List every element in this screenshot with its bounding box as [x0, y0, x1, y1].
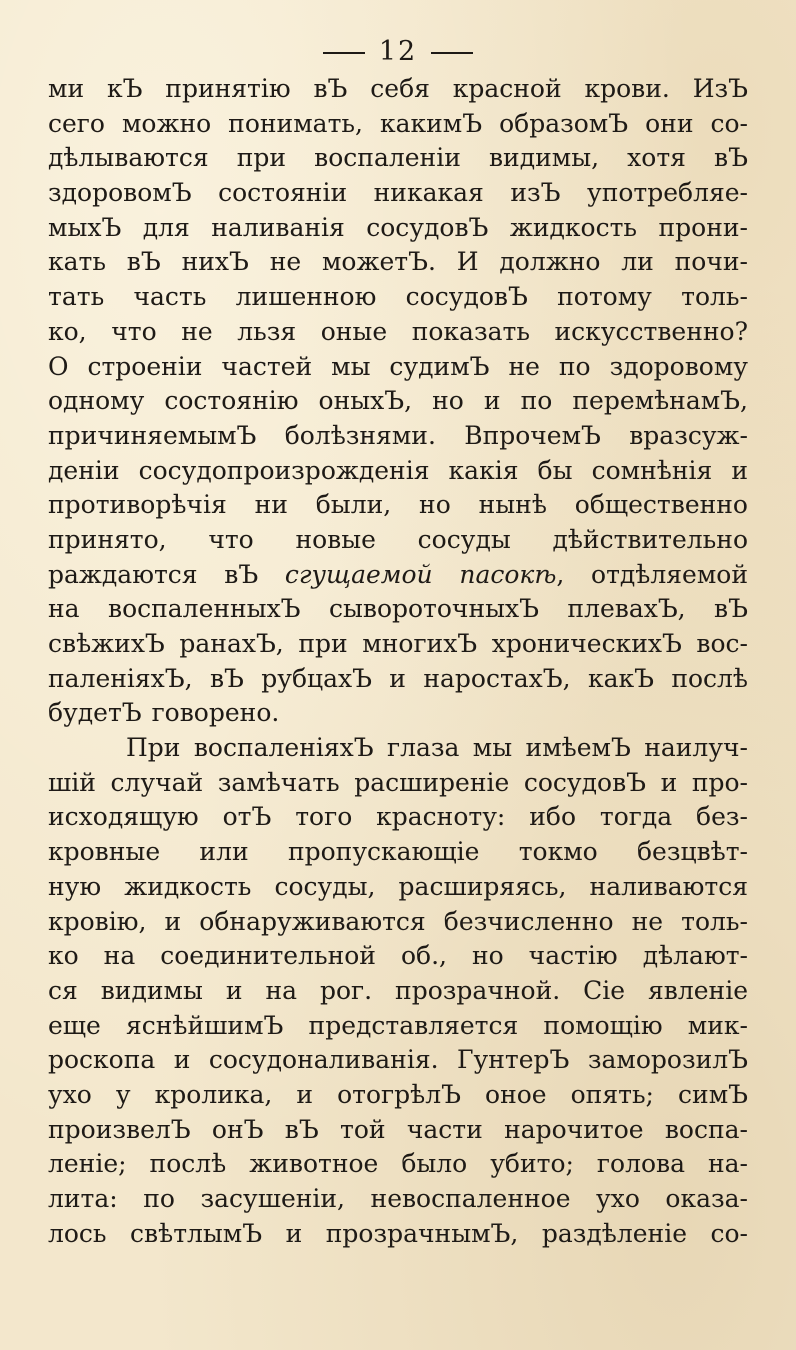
text-line: исходящую отЪ того красноту: ибо тогда без- — [48, 802, 748, 832]
text-line: принято, что новые сосуды дѣйствительно — [48, 524, 748, 554]
text-line: лось свѣтлымЪ и прозрачнымЪ, раздѣленіе со- — [48, 1218, 748, 1248]
body-text — [48, 72, 748, 1251]
text-line: будетЪ говорено. — [48, 698, 280, 728]
text-line: роскопа и сосудоналиванія. ГунтерЪ заморозилЪ — [48, 1045, 748, 1075]
text-line: здоровомЪ состояніи никакая изЪ употребляе- — [48, 178, 748, 208]
left-dash — [323, 52, 365, 54]
text-line: леніе; послѣ животное было убито; голова на- — [48, 1149, 748, 1179]
text-line: шій случай замѣчать расширеніе сосудовЪ и про- — [48, 767, 748, 797]
paragraph-2 — [48, 731, 748, 1251]
text-line: одному состоянію оныхЪ, но и по перемѣнамЪ, — [48, 386, 748, 416]
text-line: кровію, и обнаруживаются безчисленно не толь- — [48, 906, 748, 936]
text-line: При воспаленіяхЪ глаза мы имѣемЪ наилуч- — [126, 733, 748, 763]
text-line: свѣжихЪ ранахЪ, при многихЪ хроническихЪ вос- — [48, 629, 748, 658]
text-line: дѣлываются при воспаленіи видимы, хотя вЪ — [48, 143, 748, 173]
text-line: лита: по засушеніи, невоспаленное ухо оказа- — [48, 1184, 748, 1213]
text-line: деніи сосудопроизрожденія какія бы сомнѣнія и — [48, 455, 748, 485]
text-line: на воспаленныхЪ сывороточныхЪ плевахЪ, вЪ — [48, 594, 748, 624]
text-line: произвелЪ онЪ вЪ той части нарочитое воспа- — [48, 1114, 748, 1144]
text-line: сего можно понимать, какимЪ образомЪ они со- — [48, 108, 748, 138]
text-line-with-italic: раждаются вЪ сгущаемой пасокѣ, отдѣляемой — [48, 559, 748, 589]
text-line: паленіяхЪ, вЪ рубцахЪ и наростахЪ, какЪ послѣ — [48, 663, 748, 693]
text-line: О строеніи частей мы судимЪ не по здоровому — [48, 351, 748, 381]
text-line: ную жидкость сосуды, расширяясь, наливаются — [48, 871, 748, 901]
text-line: еще яснѣйшимЪ представляется помощію мик- — [48, 1010, 748, 1040]
italic-phrase: сгущаемой пасокѣ — [284, 559, 557, 589]
text-line: ся видимы и на рог. прозрачной. Сіе явленіе — [48, 975, 748, 1005]
text-line: мыхЪ для наливанія сосудовЪ жидкость прони- — [48, 212, 748, 242]
page-number — [0, 34, 796, 70]
text-line: кать вЪ нихЪ не можетЪ. И должно ли почи- — [48, 247, 748, 277]
paragraph-1 — [48, 72, 748, 731]
text-line: тать часть лишенною сосудовЪ потому толь- — [48, 282, 748, 312]
text-line: ко, что не льзя оные показать искусственно? — [48, 316, 748, 346]
text-line: ми кЪ принятію вЪ себя красной крови. ИзЪ — [48, 74, 748, 103]
right-dash — [431, 52, 473, 54]
text-line: кровные или пропускающіе токмо безцвѣт- — [48, 837, 748, 867]
text-line: противорѣчія ни были, но нынѣ общественно — [48, 490, 748, 520]
text-line: ухо у кролика, и отогрѣлЪ оное опять; симЪ — [48, 1079, 748, 1109]
text-line: причиняемымЪ болѣзнями. ВпрочемЪ вразсуж- — [48, 420, 748, 450]
text-line: ко на соединительной об., но частію дѣлают- — [48, 941, 748, 971]
page-number-text: 12 — [378, 36, 418, 67]
